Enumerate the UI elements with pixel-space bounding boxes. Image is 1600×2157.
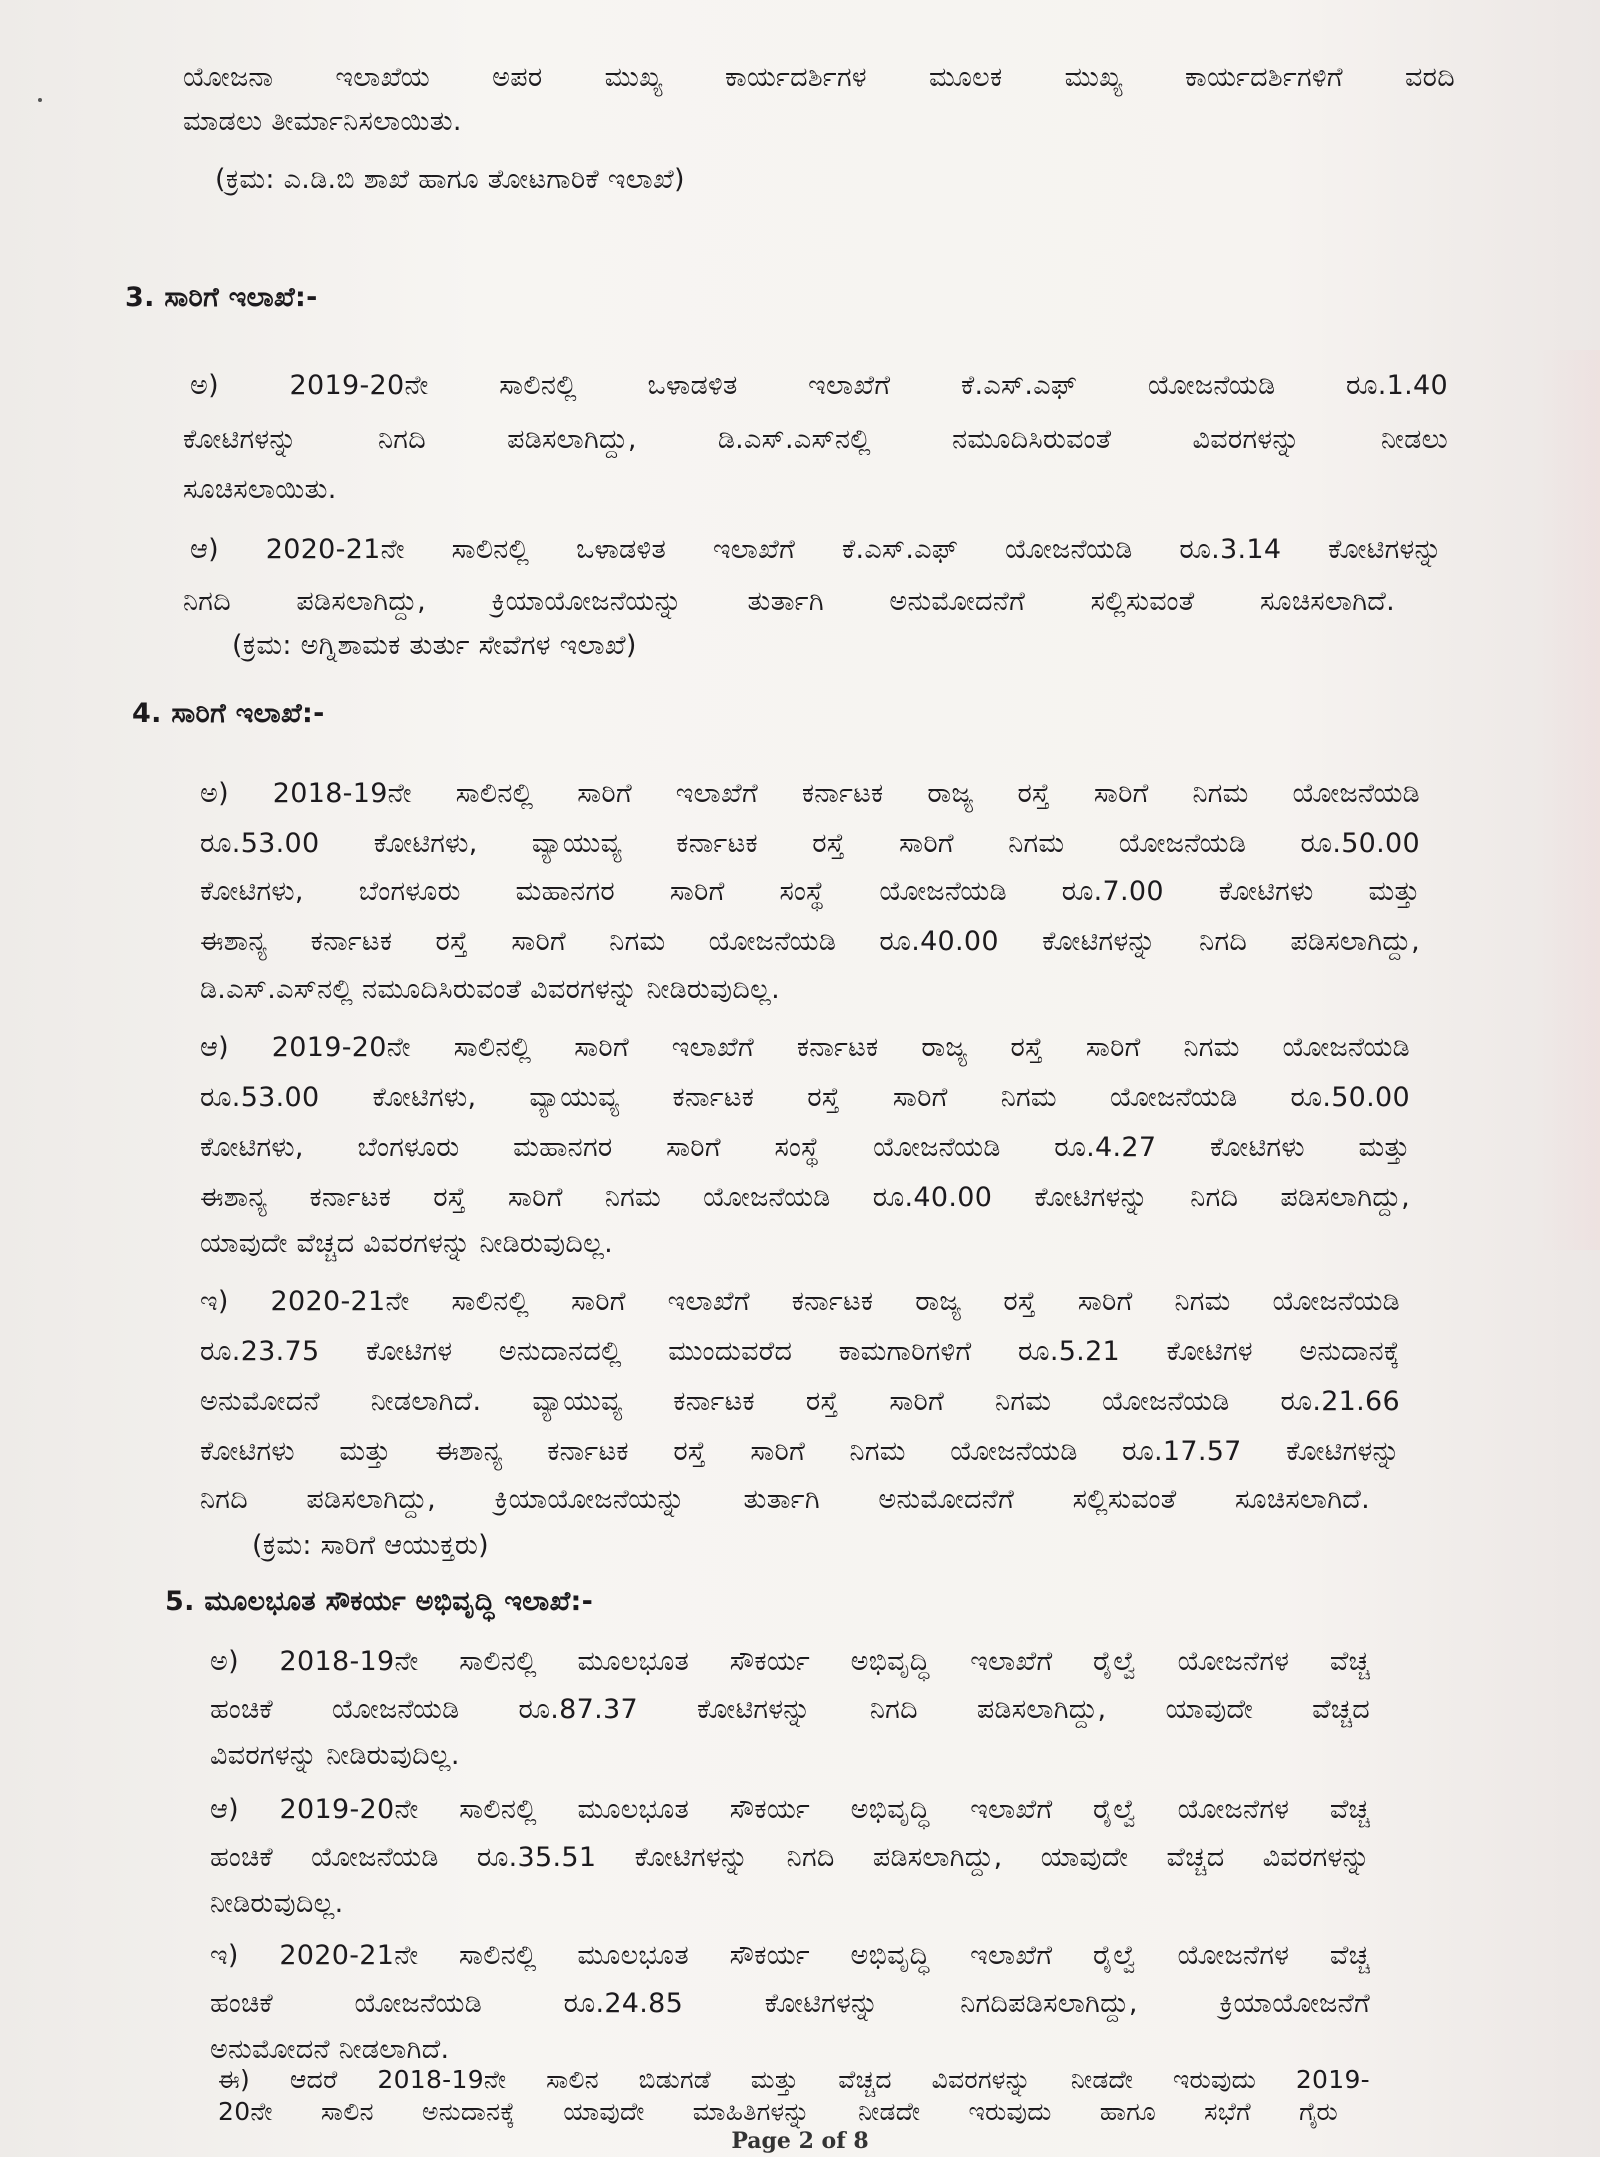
section-3-a-line-3: ಸೂಚಿಸಲಾಯಿತು. — [183, 474, 337, 505]
section-4-b-line-2: ರೂ.53.00 ಕೋಟಿಗಳು, ವ್ಯಾಯುವ್ಯ ಕರ್ನಾಟಕ ರಸ್ತೆ ಸಾರಿಗೆ ನಿಗಮ ಯೋಜನೆಯಡಿ ರೂ.50.00 — [200, 1082, 1410, 1113]
section-4-action: (ಕ್ರಮ: ಸಾರಿಗೆ ಆಯುಕ್ತರು) — [252, 1530, 489, 1561]
section-3-action: (ಕ್ರಮ: ಅಗ್ನಿಶಾಮಕ ತುರ್ತು ಸೇವೆಗಳ ಇಲಾಖೆ) — [232, 630, 637, 661]
section-5-b-line-2: ಹಂಚಿಕೆ ಯೋಜನೆಯಡಿ ರೂ.35.51 ಕೋಟಿಗಳನ್ನು ನಿಗದಿ ಪಡಿಸಲಾಗಿದ್ದು, ಯಾವುದೇ ವೆಚ್ಚದ ವಿವರಗಳನ್ನು — [210, 1842, 1370, 1873]
section-5-d-line-1: ಈ) ಆದರೆ 2018-19ನೇ ಸಾಲಿನ ಬಿಡುಗಡೆ ಮತ್ತು ವೆಚ್ಚದ ವಿವರಗಳನ್ನು ನೀಡದೇ ಇರುವುದು 2019- — [218, 2065, 1370, 2094]
section-4-c-line-2: ರೂ.23.75 ಕೋಟಿಗಳ ಅನುದಾನದಲ್ಲಿ ಮುಂದುವರೆದ ಕಾಮಗಾರಿಗಳಿಗೆ ರೂ.5.21 ಕೋಟಿಗಳ ಅನುದಾನಕ್ಕೆ — [200, 1336, 1400, 1367]
section-4-c-line-1: ಇ) 2020-21ನೇ ಸಾಲಿನಲ್ಲಿ ಸಾರಿಗೆ ಇಲಾಖೆಗೆ ಕರ್ನಾಟಕ ರಾಜ್ಯ ರಸ್ತೆ ಸಾರಿಗೆ ನಿಗಮ ಯೋಜನೆಯಡಿ — [200, 1286, 1400, 1317]
section-4-b-line-4: ಈಶಾನ್ಯ ಕರ್ನಾಟಕ ರಸ್ತೆ ಸಾರಿಗೆ ನಿಗಮ ಯೋಜನೆಯಡಿ ರೂ.40.00 ಕೋಟಿಗಳನ್ನು ನಿಗದಿ ಪಡಿಸಲಾಗಿದ್ದು, — [200, 1182, 1410, 1213]
section-3-a-line-1: ಅ) 2019-20ನೇ ಸಾಲಿನಲ್ಲಿ ಒಳಾಡಳಿತ ಇಲಾಖೆಗೆ ಕೆ.ಎಸ್.ಎಫ್ ಯೋಜನೆಯಡಿ ರೂ.1.40 — [190, 370, 1448, 401]
section-4-c-line-4: ಕೋಟಿಗಳು ಮತ್ತು ಈಶಾನ್ಯ ಕರ್ನಾಟಕ ರಸ್ತೆ ಸಾರಿಗೆ ನಿಗಮ ಯೋಜನೆಯಡಿ ರೂ.17.57 ಕೋಟಿಗಳನ್ನು — [200, 1436, 1400, 1467]
paper-speck — [38, 98, 42, 102]
section-5-c-line-3: ಅನುಮೋದನೆ ನೀಡಲಾಗಿದೆ. — [210, 2034, 450, 2065]
section-4-c-line-3: ಅನುಮೋದನೆ ನೀಡಲಾಗಿದೆ. ವ್ಯಾಯುವ್ಯ ಕರ್ನಾಟಕ ರಸ್ತೆ ಸಾರಿಗೆ ನಿಗಮ ಯೋಜನೆಯಡಿ ರೂ.21.66 — [200, 1386, 1400, 1417]
section-5-heading: 5. ಮೂಲಭೂತ ಸೌಕರ್ಯ ಅಭಿವೃದ್ಧಿ ಇಲಾಖೆ:- — [165, 1586, 594, 1617]
section-5-d-line-2: 20ನೇ ಸಾಲಿನ ಅನುದಾನಕ್ಕೆ ಯಾವುದೇ ಮಾಹಿತಿಗಳನ್ನು ನೀಡದೇ ಇರುವುದು ಹಾಗೂ ಸಭೆಗೆ ಗೈರು — [218, 2097, 1338, 2126]
section-5-a-line-1: ಅ) 2018-19ನೇ ಸಾಲಿನಲ್ಲಿ ಮೂಲಭೂತ ಸೌಕರ್ಯ ಅಭಿವೃದ್ಧಿ ಇಲಾಖೆಗೆ ರೈಲ್ವೆ ಯೋಜನೆಗಳ ವೆಚ್ಚ — [210, 1646, 1370, 1677]
section-4-c-line-5: ನಿಗದಿ ಪಡಿಸಲಾಗಿದ್ದು, ಕ್ರಿಯಾಯೋಜನೆಯನ್ನು ತುರ್ತಾಗಿ ಅನುಮೋದನೆಗೆ ಸಲ್ಲಿಸುವಂತೆ ಸೂಚಿಸಲಾಗಿದೆ. — [200, 1484, 1370, 1515]
section-3-a-line-2: ಕೋಟಿಗಳನ್ನು ನಿಗದಿ ಪಡಿಸಲಾಗಿದ್ದು, ಡಿ.ಎಸ್.ಎಸ್‌ನಲ್ಲಿ ನಮೂದಿಸಿರುವಂತೆ ವಿವರಗಳನ್ನು ನೀಡಲು — [183, 424, 1448, 455]
section-4-heading: 4. ಸಾರಿಗೆ ಇಲಾಖೆ:- — [132, 698, 325, 729]
section-5-b-line-3: ನೀಡಿರುವುದಿಲ್ಲ. — [210, 1888, 344, 1919]
section-4-a-line-2: ರೂ.53.00 ಕೋಟಿಗಳು, ವ್ಯಾಯುವ್ಯ ಕರ್ನಾಟಕ ರಸ್ತೆ ಸಾರಿಗೆ ನಿಗಮ ಯೋಜನೆಯಡಿ ರೂ.50.00 — [200, 828, 1420, 859]
intro-line-1: ಯೋಜನಾ ಇಲಾಖೆಯ ಅಪರ ಮುಖ್ಯ ಕಾರ್ಯದರ್ಶಿಗಳ ಮೂಲಕ ಮುಖ್ಯ ಕಾರ್ಯದರ್ಶಿಗಳಿಗೆ ವರದಿ — [183, 62, 1455, 93]
section-4-b-line-3: ಕೋಟಿಗಳು, ಬೆಂಗಳೂರು ಮಹಾನಗರ ಸಾರಿಗೆ ಸಂಸ್ಥೆ ಯೋಜನೆಯಡಿ ರೂ.4.27 ಕೋಟಿಗಳು ಮತ್ತು — [200, 1132, 1410, 1163]
section-4-a-line-5: ಡಿ.ಎಸ್.ಎಸ್‌ನಲ್ಲಿ ನಮೂದಿಸಿರುವಂತೆ ವಿವರಗಳನ್ನು ನೀಡಿರುವುದಿಲ್ಲ. — [200, 974, 780, 1005]
section-3-b-line-1: ಆ) 2020-21ನೇ ಸಾಲಿನಲ್ಲಿ ಒಳಾಡಳಿತ ಇಲಾಖೆಗೆ ಕೆ.ಎಸ್.ಎಫ್ ಯೋಜನೆಯಡಿ ರೂ.3.14 ಕೋಟಿಗಳನ್ನು — [190, 534, 1442, 565]
section-4-a-line-4: ಈಶಾನ್ಯ ಕರ್ನಾಟಕ ರಸ್ತೆ ಸಾರಿಗೆ ನಿಗಮ ಯೋಜನೆಯಡಿ ರೂ.40.00 ಕೋಟಿಗಳನ್ನು ನಿಗದಿ ಪಡಿಸಲಾಗಿದ್ದು, — [200, 926, 1420, 957]
section-4-b-line-1: ಆ) 2019-20ನೇ ಸಾಲಿನಲ್ಲಿ ಸಾರಿಗೆ ಇಲಾಖೆಗೆ ಕರ್ನಾಟಕ ರಾಜ್ಯ ರಸ್ತೆ ಸಾರಿಗೆ ನಿಗಮ ಯೋಜನೆಯಡಿ — [200, 1032, 1410, 1063]
section-3-b-line-2: ನಿಗದಿ ಪಡಿಸಲಾಗಿದ್ದು, ಕ್ರಿಯಾಯೋಜನೆಯನ್ನು ತುರ್ತಾಗಿ ಅನುಮೋದನೆಗೆ ಸಲ್ಲಿಸುವಂತೆ ಸೂಚಿಸಲಾಗಿದೆ. — [183, 586, 1395, 617]
section-3-heading: 3. ಸಾರಿಗೆ ಇಲಾಖೆ:- — [125, 282, 318, 313]
intro-line-2: ಮಾಡಲು ತೀರ್ಮಾನಿಸಲಾಯಿತು. — [183, 106, 462, 137]
paper-tint — [1540, 350, 1600, 1250]
section-5-c-line-2: ಹಂಚಿಕೆ ಯೋಜನೆಯಡಿ ರೂ.24.85 ಕೋಟಿಗಳನ್ನು ನಿಗದಿಪಡಿಸಲಾಗಿದ್ದು, ಕ್ರಿಯಾಯೋಜನೆಗೆ — [210, 1988, 1370, 2019]
section-5-c-line-1: ಇ) 2020-21ನೇ ಸಾಲಿನಲ್ಲಿ ಮೂಲಭೂತ ಸೌಕರ್ಯ ಅಭಿವೃದ್ಧಿ ಇಲಾಖೆಗೆ ರೈಲ್ವೆ ಯೋಜನೆಗಳ ವೆಚ್ಚ — [210, 1940, 1370, 1971]
page-number: Page 2 of 8 — [731, 2128, 869, 2154]
section-5-a-line-3: ವಿವರಗಳನ್ನು ನೀಡಿರುವುದಿಲ್ಲ. — [210, 1740, 460, 1771]
section-4-a-line-3: ಕೋಟಿಗಳು, ಬೆಂಗಳೂರು ಮಹಾನಗರ ಸಾರಿಗೆ ಸಂಸ್ಥೆ ಯೋಜನೆಯಡಿ ರೂ.7.00 ಕೋಟಿಗಳು ಮತ್ತು — [200, 876, 1420, 907]
section-5-a-line-2: ಹಂಚಿಕೆ ಯೋಜನೆಯಡಿ ರೂ.87.37 ಕೋಟಿಗಳನ್ನು ನಿಗದಿ ಪಡಿಸಲಾಗಿದ್ದು, ಯಾವುದೇ ವೆಚ್ಚದ — [210, 1694, 1370, 1725]
intro-action: (ಕ್ರಮ: ಎ.ಡಿ.ಬಿ ಶಾಖೆ ಹಾಗೂ ತೋಟಗಾರಿಕೆ ಇಲಾಖೆ) — [215, 164, 685, 195]
section-4-a-line-1: ಅ) 2018-19ನೇ ಸಾಲಿನಲ್ಲಿ ಸಾರಿಗೆ ಇಲಾಖೆಗೆ ಕರ್ನಾಟಕ ರಾಜ್ಯ ರಸ್ತೆ ಸಾರಿಗೆ ನಿಗಮ ಯೋಜನೆಯಡಿ — [200, 778, 1420, 809]
section-5-b-line-1: ಆ) 2019-20ನೇ ಸಾಲಿನಲ್ಲಿ ಮೂಲಭೂತ ಸೌಕರ್ಯ ಅಭಿವೃದ್ಧಿ ಇಲಾಖೆಗೆ ರೈಲ್ವೆ ಯೋಜನೆಗಳ ವೆಚ್ಚ — [210, 1794, 1370, 1825]
section-4-b-line-5: ಯಾವುದೇ ವೆಚ್ಚದ ವಿವರಗಳನ್ನು ನೀಡಿರುವುದಿಲ್ಲ. — [200, 1228, 614, 1259]
